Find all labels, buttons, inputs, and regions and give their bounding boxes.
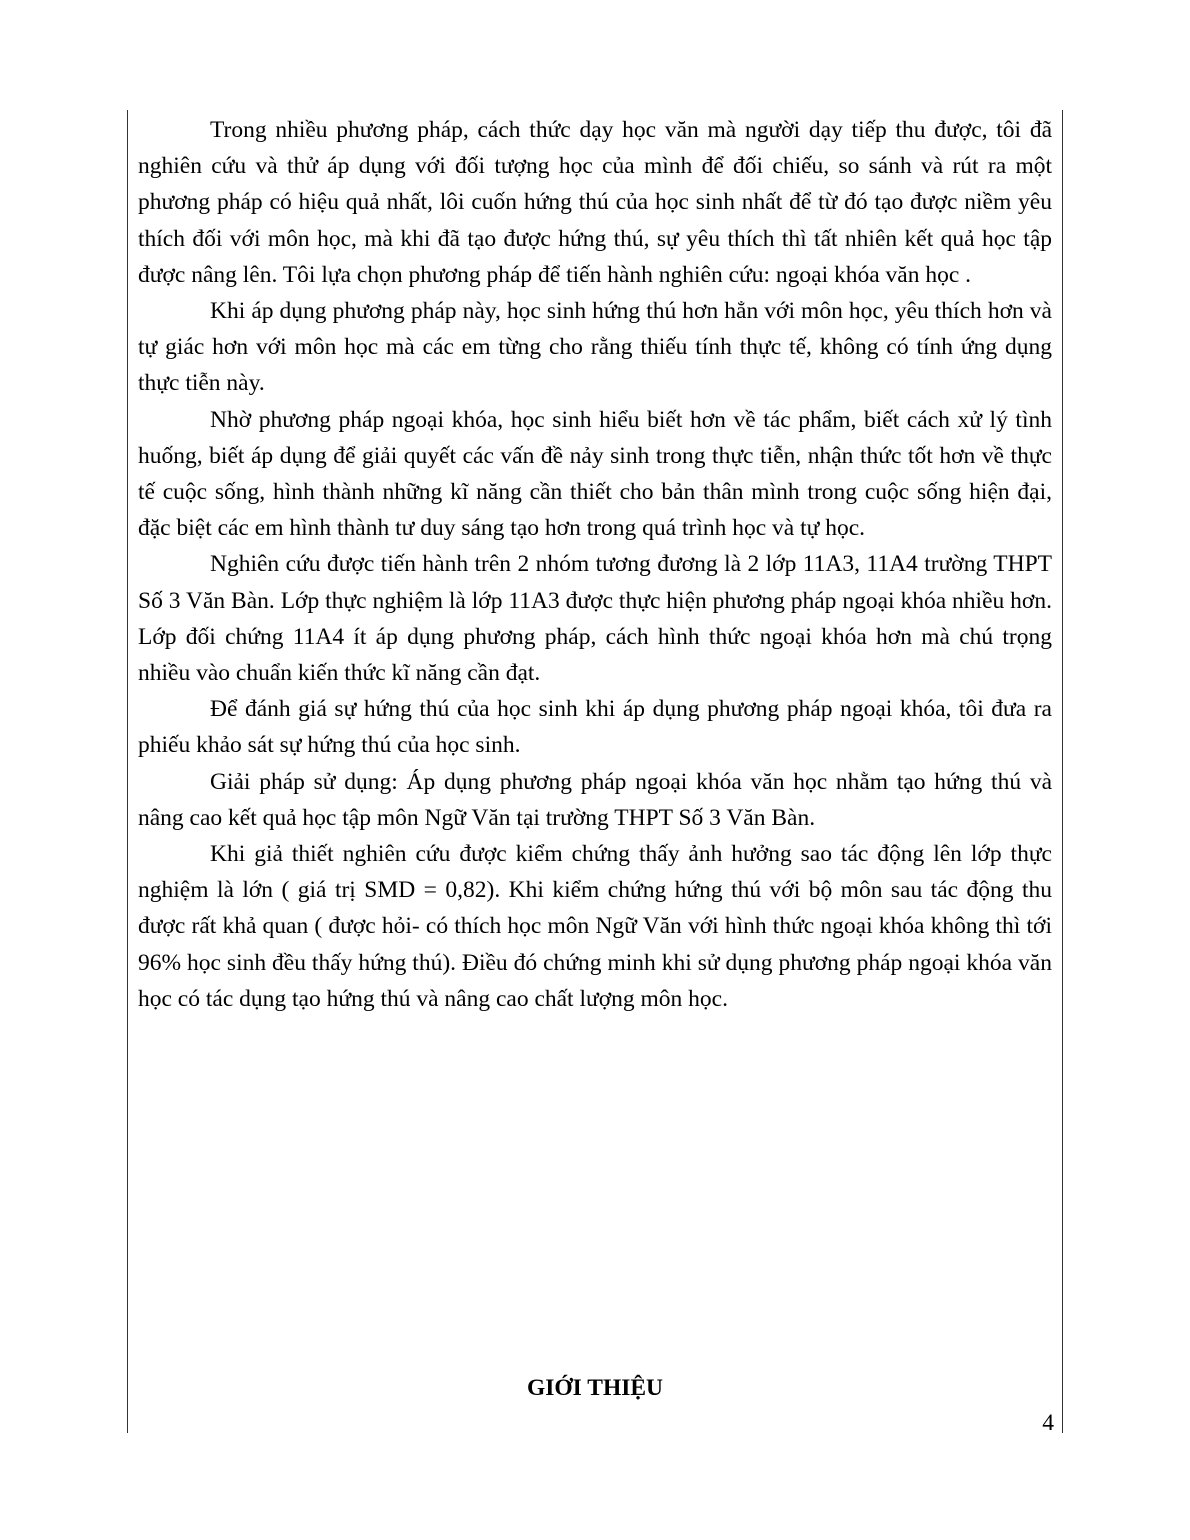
- paragraph-benefits: Nhờ phương pháp ngoại khóa, học sinh hiểu biết hơn về tác phẩm, biết cách xử lý tình huống, biết áp dụng để giải quyết các vấn đề nảy sinh trong thực tiễn, nhận thức tốt hơn về thực tế cuộc sống, hình thành những kĩ năng cần thiết cho bản thân mình trong cuộc sống hiện đại, đặc biệt các em hình thành tư duy sáng tạo hơn trong quá trình học và tự học.: [138, 406, 1052, 542]
- section-heading: GIỚI THIỆU: [526, 1375, 664, 1401]
- paragraph-solution: Giải pháp sử dụng: Áp dụng phương pháp ngoại khóa văn học nhằm tạo hứng thú và nâng cao kết quả học tập môn Ngữ Văn tại trường THPT Số 3 Văn Bàn.: [138, 768, 1052, 831]
- document-body: [138, 112, 1052, 1017]
- paragraph-interest: Khi áp dụng phương pháp này, học sinh hứng thú hơn hẳn với môn học, yêu thích hơn và tự giác hơn với môn học mà các em từng cho rằng thiếu tính thực tế, không có tính ứng dụng thực tiễn này.: [138, 298, 1052, 397]
- page-border-left: [127, 110, 128, 1433]
- paragraph-survey: Để đánh giá sự hứng thú của học sinh khi áp dụng phương pháp ngoại khóa, tôi đưa ra phiếu khảo sát sự hứng thú của học sinh.: [138, 696, 1052, 759]
- page-border-right: [1062, 110, 1063, 1433]
- paragraph-method-choice: Trong nhiều phương pháp, cách thức dạy học văn mà người dạy tiếp thu được, tôi đã nghiên cứu và thử áp dụng với đối tượng học của mình để đối chiếu, so sánh và rút ra một phương pháp có hiệu quả nhất, lôi cuốn hứng thú của học sinh nhất để từ đó tạo được niềm yêu thích đối với môn học, mà khi đã tạo được hứng thú, sự yêu thích thì tất nhiên kết quả học tập được nâng lên. Tôi lựa chọn phương pháp để tiến hành nghiên cứu: ngoại khóa văn học .: [138, 117, 1052, 288]
- paragraph-results: Khi giả thiết nghiên cứu được kiểm chứng thấy ảnh hưởng sao tác động lên lớp thực nghiệm là lớn ( giá trị SMD = 0,82). Khi kiểm chứng hứng thú với bộ môn sau tác động thu được rất khả quan ( được hỏi- có thích học môn Ngữ Văn với hình thức ngoại khóa không thì tới 96% học sinh đều thấy hứng thú). Điều đó chứng minh khi sử dụng phương pháp ngoại khóa văn học có tác dụng tạo hứng thú và nâng cao chất lượng môn học.: [138, 841, 1052, 1012]
- paragraph-research-groups: Nghiên cứu được tiến hành trên 2 nhóm tương đương là 2 lớp 11A3, 11A4 trường THPT Số 3 Văn Bàn. Lớp thực nghiệm là lớp 11A3 được thực hiện phương pháp ngoại khóa nhiều hơn. Lớp đối chứng 11A4 ít áp dụng phương pháp, cách hình thức ngoại khóa hơn mà chú trọng nhiều vào chuẩn kiến thức kĩ năng cần đạt.: [138, 551, 1052, 687]
- page-number: 4: [1042, 1410, 1054, 1436]
